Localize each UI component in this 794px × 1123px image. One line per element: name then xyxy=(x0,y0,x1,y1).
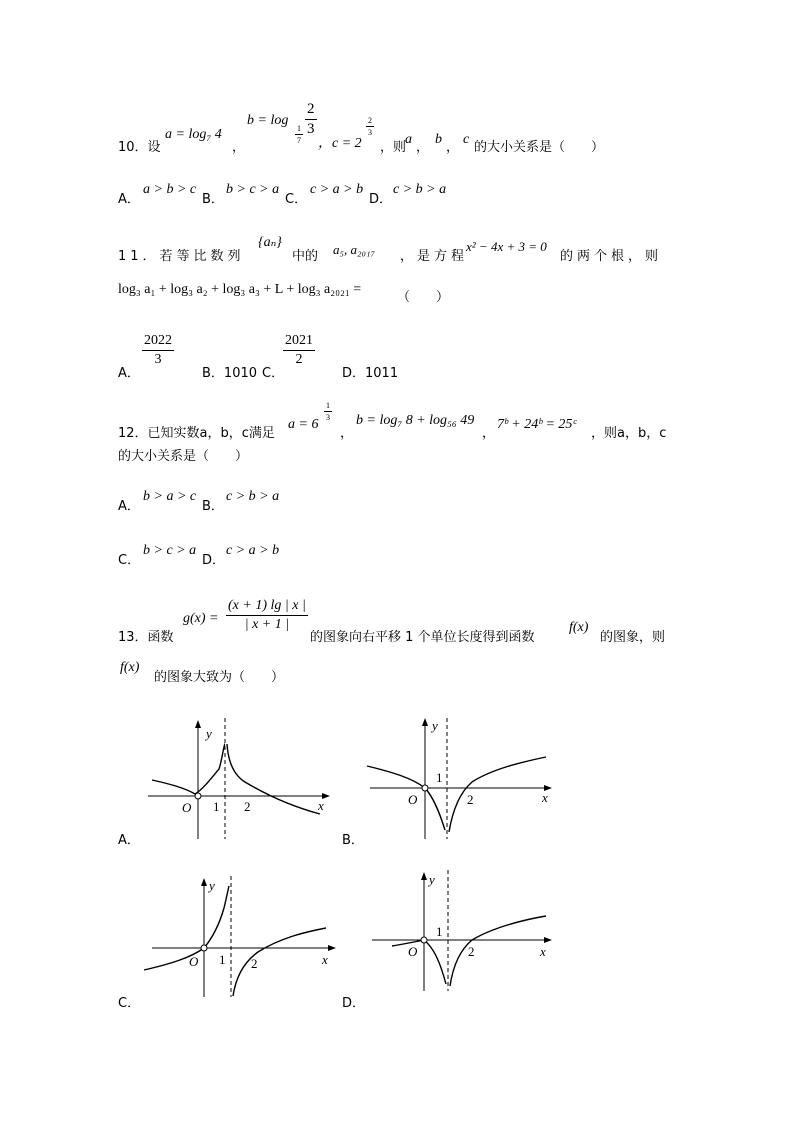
q12-option-b: c > b > a xyxy=(226,489,280,504)
q13-prefix: 13．函数 xyxy=(118,630,174,645)
q11-mid2: ，是方程 xyxy=(400,249,469,264)
q13-tail1: 的图象向右平移 1 个单位长度得到函数 xyxy=(310,630,535,645)
graph-d-tick-2: 2 xyxy=(468,944,475,959)
q10-b-base-num: 1 xyxy=(297,124,301,133)
graph-c-tick-1: 1 xyxy=(219,952,226,967)
q11-tail2: （ ） xyxy=(397,290,450,305)
graph-a-origin-label: O xyxy=(182,800,192,815)
q11-seq: {aₙ} xyxy=(258,235,282,250)
graph-d-x-label: x xyxy=(540,944,546,959)
graph-b-label: B． xyxy=(342,833,364,848)
graph-a-x-label: x xyxy=(318,798,324,813)
q11-option-a-den: 3 xyxy=(154,352,162,367)
q11-option-a-num: 2022 xyxy=(144,333,172,348)
q10-var-b: b xyxy=(435,132,442,147)
q10-b-base xyxy=(295,124,303,145)
graph-b-origin-label: O xyxy=(408,792,418,807)
q13-g-bar xyxy=(226,615,308,616)
q12-b-expr: b = log₇ 8 + log₅₆ 49 xyxy=(356,413,475,428)
q10-option-d-label: D． xyxy=(369,192,393,207)
q13-g-frac xyxy=(226,598,308,633)
q11-terms: a₅, a₂₀₁₇ xyxy=(333,242,376,257)
q10-c-exp xyxy=(366,116,374,137)
q10-b-frac-bar xyxy=(305,119,317,120)
q10-c-exp-num: 2 xyxy=(368,116,372,125)
q10-b-base-bar xyxy=(295,134,303,135)
q11-prefix: 11．若等比数列 xyxy=(118,249,245,264)
q12-a-exp-num: 1 xyxy=(326,401,330,410)
q13-g-lhs: g(x) = xyxy=(183,611,219,626)
q10-comma1: ， xyxy=(416,140,430,155)
graph-a-y-label: y xyxy=(206,726,212,741)
graph-a xyxy=(140,714,340,844)
graph-d-origin-label: O xyxy=(408,944,418,959)
q12-line2: 的大小关系是（ ） xyxy=(118,449,249,464)
graph-b-tick-1: 1 xyxy=(436,770,443,785)
q10-option-d: c > b > a xyxy=(393,182,447,197)
graph-d-tick-1: 1 xyxy=(436,924,443,939)
graph-b-tick-2: 2 xyxy=(467,792,474,807)
q10-b-frac xyxy=(305,101,317,138)
q11-option-c-bar xyxy=(283,350,315,351)
q11-tail1: 的两个根，则 xyxy=(560,249,663,264)
q10-c-part: ，c = 2 xyxy=(318,136,362,151)
q12-option-c: b > c > a xyxy=(143,543,197,558)
graph-a-tick-1: 1 xyxy=(213,799,220,814)
q10-tail: 的大小关系是（ ） xyxy=(474,140,605,155)
q11-option-c-den: 2 xyxy=(295,352,303,367)
q10-b-base-den: 7 xyxy=(297,136,301,145)
q10-option-a-label: A． xyxy=(118,192,140,207)
q12-sep2: ， xyxy=(482,426,496,441)
q10-option-a: a > b > c xyxy=(143,182,197,197)
q12-option-a: b > a > c xyxy=(143,489,197,504)
graph-c-origin-label: O xyxy=(189,954,199,969)
q10-c-exp-bar xyxy=(366,126,374,127)
q10-option-b: b > c > a xyxy=(226,182,280,197)
q10-var-c: c xyxy=(463,132,470,147)
q12-option-d: c > a > b xyxy=(226,543,280,558)
q13-f1: f(x) xyxy=(569,620,589,635)
q11-option-b: B．1010 xyxy=(202,366,258,381)
q11-option-c-num: 2021 xyxy=(285,333,313,348)
graph-b-x-label: x xyxy=(542,790,548,805)
q13-g-num: (x + 1) lg | x | xyxy=(228,598,306,613)
q10-var-a: a xyxy=(405,132,412,147)
q12-tail1: ，则a，b，c xyxy=(591,426,667,441)
q11-option-a-label: A． xyxy=(118,366,140,381)
q11-option-c-frac xyxy=(283,333,315,368)
graph-c xyxy=(140,872,340,1002)
q11-option-a-bar xyxy=(142,350,174,351)
graph-a-tick-2: 2 xyxy=(244,799,251,814)
q12-a-expr: a = 6 xyxy=(288,417,319,432)
q10-a-expr: a = log₇ 4 xyxy=(165,127,222,142)
graph-d-y-label: y xyxy=(429,872,435,887)
q11-option-d: D．1011 xyxy=(342,366,399,381)
q13-tail2: 的图象，则 xyxy=(600,630,666,645)
q10-c-exp-den: 3 xyxy=(368,128,372,137)
q12-c-expr: 7ᵇ + 24ᵇ = 25ᶜ xyxy=(497,417,577,432)
q12-option-a-label: A． xyxy=(118,499,140,514)
q11-mid1: 中的 xyxy=(292,249,319,264)
q10-b-frac-num: 2 xyxy=(307,101,315,117)
q13-g-den: | x + 1 | xyxy=(244,617,290,632)
graph-b-y-label: y xyxy=(432,718,438,733)
graph-d xyxy=(362,866,562,996)
q11-option-a-frac xyxy=(142,333,174,368)
graph-b xyxy=(362,714,562,844)
q10-option-b-label: B． xyxy=(202,192,224,207)
q10-b-frac-den: 3 xyxy=(307,121,315,137)
q12-a-exp xyxy=(324,401,332,422)
q10-option-c: c > a > b xyxy=(310,182,364,197)
q13-tail3: 的图象大致为（ ） xyxy=(154,670,285,685)
graph-c-tick-2: 2 xyxy=(251,956,258,971)
graph-c-x-label: x xyxy=(322,952,328,967)
q10-sep1: ， xyxy=(232,140,246,155)
q12-prefix: 12．已知实数a，b，c满足 xyxy=(118,426,275,441)
graph-c-label: C． xyxy=(118,996,141,1011)
q10-then: ，则 xyxy=(380,140,407,155)
graph-c-y-label: y xyxy=(209,878,215,893)
q12-option-c-label: C． xyxy=(118,553,141,568)
q13-f2: f(x) xyxy=(120,660,140,675)
graph-a-label: A． xyxy=(118,833,140,848)
q12-sep1: ， xyxy=(340,426,354,441)
q10-option-c-label: C． xyxy=(285,192,308,207)
q10-b-lhs: b = log xyxy=(247,113,289,128)
q10-prefix: 10．设 xyxy=(118,140,161,155)
q10-comma2: ， xyxy=(446,140,460,155)
graph-d-label: D． xyxy=(342,996,366,1011)
q12-option-d-label: D． xyxy=(202,553,226,568)
q12-a-exp-bar xyxy=(324,411,332,412)
q12-a-exp-den: 3 xyxy=(326,413,330,422)
q11-equation: x² − 4x + 3 = 0 xyxy=(466,239,547,254)
q11-option-c-label: C． xyxy=(262,366,285,381)
q11-sum-expr: log₃ a₁ + log₃ a₂ + log₃ a₃ + L + log₃ a₂₀₂₁ = xyxy=(118,282,362,297)
q12-option-b-label: B． xyxy=(202,499,224,514)
